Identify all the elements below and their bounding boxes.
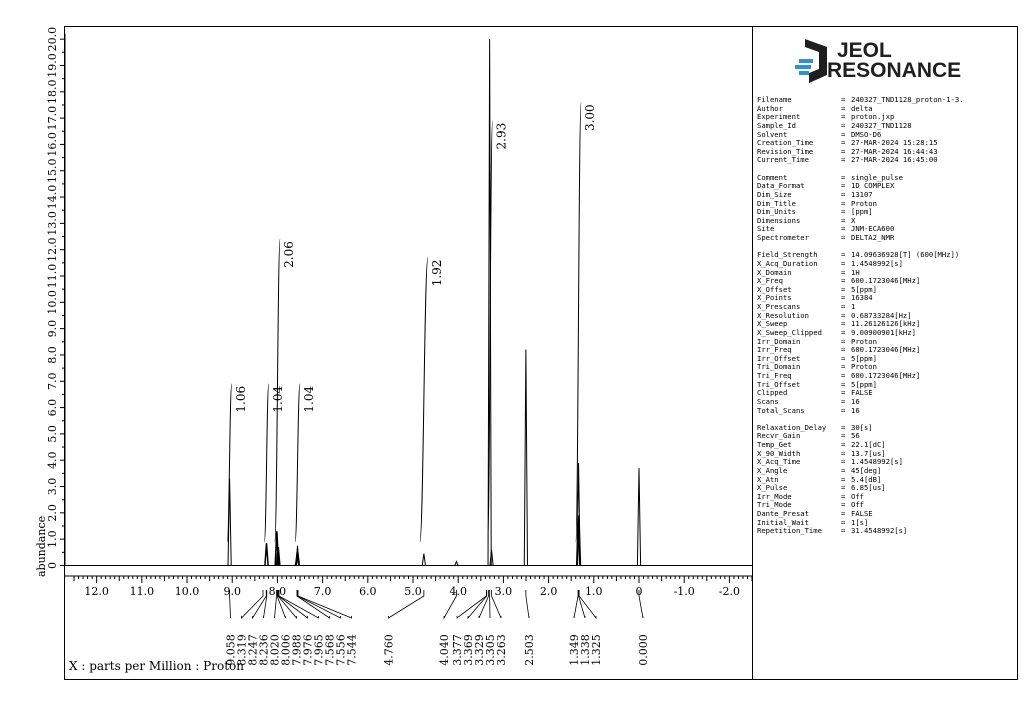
brand-line2: RESONANCE [827, 59, 962, 82]
param-equals: = [841, 396, 846, 406]
x-tick-label: 1.0 [585, 585, 603, 598]
param-value: FALSE [851, 509, 873, 518]
param-key: X_Pulse [757, 483, 788, 493]
param-key: Tri_Mode [757, 500, 792, 510]
peak-pick-label: 4.040 [438, 634, 451, 666]
param-row [757, 381, 1009, 390]
y-tick-label: 7.0 [46, 372, 59, 391]
integral-label: 3.00 [583, 104, 598, 132]
param-equals: = [841, 448, 846, 458]
spectrum-peak [637, 468, 640, 565]
param-key: X_Domain [757, 267, 792, 277]
param-key: Field_Strength [757, 250, 818, 260]
param-value: 5[ppm] [851, 379, 877, 389]
x-tick-label: 6.0 [359, 585, 377, 598]
peak-pick-label: 8.236 [257, 634, 271, 666]
param-value: Proton [851, 362, 877, 372]
integral-curve [264, 384, 269, 542]
param-equals: = [841, 207, 846, 217]
param-key: Solvent [757, 129, 788, 139]
param-value: single_pulse [851, 172, 903, 182]
integral-label: 1.06 [233, 385, 248, 413]
param-value: 1D COMPLEX [851, 181, 895, 191]
y-tick-label: 6.0 [46, 398, 59, 417]
param-key: Dimensions [757, 215, 801, 225]
param-key: X_Angle [757, 465, 788, 475]
param-equals: = [841, 526, 846, 536]
y-tick-label: 16.0 [46, 132, 59, 157]
param-equals: = [841, 500, 846, 510]
param-value: 16 [851, 405, 860, 415]
param-value: 1 [851, 302, 856, 311]
param-row [757, 467, 1009, 476]
peak-pick-label: 3.369 [462, 634, 475, 666]
param-equals: = [841, 129, 846, 139]
spectrum-peak [422, 554, 425, 566]
y-tick-label: 0 [46, 561, 59, 569]
param-key: Dim_Units [757, 207, 796, 217]
param-row [757, 389, 1009, 398]
param-equals: = [841, 284, 846, 294]
param-equals: = [841, 379, 846, 389]
peak-pick-label: 2.503 [523, 634, 536, 666]
param-value: 56 [851, 431, 860, 441]
param-equals: = [841, 465, 846, 475]
param-row [757, 458, 1009, 467]
x-tick-label: 2.0 [539, 585, 558, 598]
peak-pick-label: 1.325 [590, 634, 603, 666]
param-row [757, 96, 1009, 105]
param-row [757, 260, 1009, 269]
x-tick-label: 12.0 [84, 585, 109, 598]
param-key: Dim_Size [757, 189, 792, 199]
param-equals: = [841, 319, 846, 329]
param-equals: = [841, 112, 846, 122]
param-key: Data_Format [757, 181, 805, 191]
peak-pick-label: 3.305 [484, 634, 497, 666]
param-value: 240327_TND1128_proton-1-3. [851, 95, 964, 104]
peak-pick-label: 9.058 [224, 634, 238, 666]
y-tick-label: 1.0 [46, 530, 59, 548]
param-row [757, 527, 1009, 536]
param-key: X_Points [757, 293, 792, 303]
param-value: 600.1723046[MHz] [851, 276, 921, 286]
param-value: Proton [851, 336, 877, 346]
param-key: Creation_Time [757, 138, 814, 148]
param-equals: = [841, 431, 846, 441]
param-key: X_Atn [757, 474, 779, 484]
param-key: Tri_Offset [757, 379, 801, 389]
param-row [757, 156, 1009, 165]
param-key: Initial_Wait [757, 517, 809, 527]
param-key: X_Acq_Duration [757, 258, 818, 268]
y-tick-label: 14.0 [46, 184, 59, 210]
param-key: X_Freq [757, 276, 783, 286]
peak-pick-label: 1.338 [579, 634, 592, 666]
param-key: Spectrometer [757, 233, 809, 242]
param-key: Tri_Domain [757, 362, 801, 372]
brand-logo [753, 27, 1007, 93]
param-equals: = [841, 302, 846, 311]
param-equals: = [841, 103, 846, 113]
param-key: Author [757, 103, 783, 113]
peak-pick-label: 7.568 [323, 634, 337, 666]
y-tick-label: 19.0 [46, 53, 59, 78]
peak-pick-label: 7.976 [301, 634, 315, 666]
param-equals: = [841, 517, 846, 527]
jeol-resonance-logo [753, 27, 1007, 93]
param-key: X_Acq_Time [757, 457, 801, 467]
param-key: Tri_Freq [757, 371, 792, 380]
y-tick-label: 17.0 [46, 105, 59, 131]
peak-pick-leader [242, 590, 264, 618]
param-key: X_Sweep [757, 319, 788, 329]
param-equals: = [841, 276, 846, 286]
peak-pick-leader [574, 590, 578, 618]
x-tick-label: 3.0 [494, 585, 513, 598]
peak-pick-label: 3.377 [451, 634, 464, 666]
param-value: 27-MAR-2024 16:44:43 [851, 146, 938, 156]
integral-curve [295, 384, 300, 542]
param-key: X_Prescans [757, 302, 801, 311]
y-tick-label: 11.0 [46, 263, 59, 289]
param-value: 16384 [851, 293, 873, 303]
param-key: Recvr_Gain [757, 431, 801, 441]
peak-pick-label: 8.006 [279, 634, 293, 666]
param-row [757, 122, 1009, 131]
param-equals: = [841, 215, 846, 225]
param-key: Irr_Mode [757, 491, 792, 501]
y-tick-label: 4.0 [46, 451, 59, 469]
param-equals: = [841, 95, 846, 104]
y-tick-label: 20.0 [46, 26, 59, 52]
integral-label: 1.04 [270, 385, 285, 413]
param-equals: = [841, 509, 846, 518]
param-value: Off [851, 500, 864, 510]
param-value: 600.1723046[MHz] [851, 345, 921, 355]
param-key: Irr_Freq [757, 345, 792, 355]
param-equals: = [841, 181, 846, 191]
integral-label: 1.04 [302, 385, 317, 413]
param-equals: = [841, 198, 846, 208]
brand-line1: JEOL [837, 39, 892, 62]
param-value: 240327_TND1128 [851, 120, 912, 130]
param-equals: = [841, 258, 846, 268]
acquisition-parameters [757, 96, 1009, 536]
x-tick-label: 7.0 [313, 585, 332, 598]
peak-pick-label: 8.247 [246, 634, 260, 666]
y-tick-label: 8.0 [46, 346, 59, 364]
x-tick-label: 5.0 [404, 585, 422, 598]
param-key: Site [757, 224, 775, 234]
y-tick-label: 10.0 [46, 290, 59, 315]
param-equals: = [841, 457, 846, 467]
param-equals: = [841, 233, 846, 242]
param-equals: = [841, 146, 846, 156]
param-equals: = [841, 353, 846, 363]
param-key: Relaxation_Delay [757, 422, 827, 432]
param-value: JNM-ECA600 [851, 224, 895, 234]
param-equals: = [841, 120, 846, 130]
param-value: 5[ppm] [851, 284, 877, 294]
param-value: 1.4548992[s] [851, 258, 903, 268]
param-equals: = [841, 362, 846, 372]
x-tick-label: 8.0 [268, 585, 287, 598]
param-equals: = [841, 327, 846, 337]
integral-curve [420, 258, 428, 542]
y-tick-label: 13.0 [46, 211, 59, 236]
param-value: 13107 [851, 189, 873, 199]
param-value: DMSO-D6 [851, 129, 882, 139]
y-tick-label: 15.0 [46, 158, 59, 183]
param-value: 45[deg] [851, 465, 882, 475]
param-row [757, 484, 1009, 493]
param-value: 9.00900901[kHz] [851, 327, 916, 337]
peak-pick-label: 0.000 [637, 634, 650, 666]
y-tick-label: 2.0 [46, 504, 59, 522]
param-key: X_Resolution [757, 310, 809, 320]
param-value: 22.1[dC] [851, 440, 886, 449]
param-value: 6.85[us] [851, 483, 886, 493]
param-value: X [851, 215, 856, 225]
param-value: DELTA2_NMR [851, 233, 895, 242]
param-value: 11.26126126[kHz] [851, 319, 921, 329]
param-row [757, 286, 1009, 295]
peak-pick-label: 3.329 [473, 634, 486, 666]
peak-pick-label: 8.020 [268, 634, 282, 666]
param-key: X_90_Width [757, 448, 801, 458]
integral-curve [227, 384, 232, 542]
param-value: 5[ppm] [851, 353, 877, 363]
param-equals: = [841, 491, 846, 501]
param-equals: = [841, 474, 846, 484]
param-equals: = [841, 345, 846, 355]
spectrum-peak [455, 562, 458, 566]
param-row [757, 182, 1009, 191]
param-key: Total_Scans [757, 405, 805, 415]
spectrum-peak [524, 350, 527, 566]
param-equals: = [841, 310, 846, 320]
param-equals: = [841, 138, 846, 148]
param-row [757, 407, 1009, 416]
peak-pick-label: 1.349 [568, 634, 581, 666]
param-key: X_Offset [757, 284, 792, 294]
param-key: Irr_Domain [757, 336, 801, 346]
x-axis-label: X : parts per Million : Proton [69, 659, 244, 673]
param-equals: = [841, 405, 846, 415]
peak-pick-label: 8.319 [235, 634, 249, 666]
param-equals: = [841, 250, 846, 260]
x-tick-label: -1.0 [673, 585, 695, 598]
x-tick-label: -2.0 [718, 585, 741, 598]
y-tick-label: 3.0 [46, 477, 59, 496]
param-value: 13.7[us] [851, 448, 886, 458]
peak-pick-leader [526, 590, 529, 618]
param-equals: = [841, 422, 846, 432]
y-tick-label: 12.0 [46, 237, 59, 262]
integral-label: 2.06 [282, 241, 297, 268]
peak-pick-label: 7.544 [345, 634, 359, 666]
param-key: Sample_Id [757, 120, 796, 130]
param-key: Repetition_Time [757, 526, 822, 536]
param-value: 5.4[dB] [851, 474, 882, 484]
param-value: proton.jxp [851, 112, 895, 122]
param-key: Current_Time [757, 155, 809, 165]
param-key: Irr_Offset [757, 353, 801, 363]
param-key: Comment [757, 172, 788, 182]
param-equals: = [841, 293, 846, 303]
param-value: 16 [851, 396, 860, 406]
x-tick-label: 9.0 [223, 585, 241, 598]
x-tick-label: 10.0 [174, 585, 200, 598]
param-row [757, 234, 1009, 243]
jeol-mark-icon [795, 39, 827, 83]
param-value: FALSE [851, 388, 873, 398]
y-tick-label: 18.0 [46, 79, 59, 105]
param-value: 1H [851, 267, 860, 277]
param-key: Experiment [757, 112, 801, 122]
peak-pick-label: 7.556 [334, 634, 348, 666]
param-key: Temp_Get [757, 440, 792, 449]
param-key: Scans [757, 396, 779, 406]
param-equals: = [841, 224, 846, 234]
param-equals: = [841, 155, 846, 165]
param-value: 14.09636928[T] (600[MHz]) [851, 250, 960, 260]
param-key: Dim_Title [757, 198, 796, 208]
param-equals: = [841, 440, 846, 449]
x-tick-label: 4.0 [449, 585, 467, 598]
param-equals: = [841, 189, 846, 199]
param-value: 30[s] [851, 422, 873, 432]
param-row [757, 277, 1009, 286]
peak-pick-label: 7.965 [312, 634, 326, 666]
param-key: Filename [757, 95, 792, 104]
logo-stripe [799, 71, 809, 75]
param-value: 1[s] [851, 517, 869, 527]
param-equals: = [841, 388, 846, 398]
param-key: Revision_Time [757, 146, 814, 156]
integral-label: 1.92 [429, 259, 444, 287]
param-equals: = [841, 267, 846, 277]
y-tick-label: 9.0 [46, 319, 59, 338]
param-value: Off [851, 491, 864, 501]
peak-pick-label: 4.760 [382, 634, 396, 666]
x-tick-label: 0 [635, 585, 643, 598]
param-value: Proton [851, 198, 877, 208]
y-tick-label: 5.0 [46, 425, 59, 443]
param-key: Clipped [757, 388, 788, 398]
param-value: 1.4548992[s] [851, 457, 903, 467]
param-equals: = [841, 371, 846, 380]
peak-pick-leader [468, 590, 487, 618]
param-key: X_Sweep_Clipped [757, 327, 822, 337]
peak-pick-label: 7.988 [290, 634, 304, 666]
param-key: Dante_Presat [757, 509, 809, 518]
param-value: 31.4548992[s] [851, 526, 908, 536]
param-equals: = [841, 172, 846, 182]
logo-stripe [799, 59, 813, 63]
param-equals: = [841, 483, 846, 493]
param-value: 0.68733284[Hz] [851, 310, 912, 320]
param-value: 27-MAR-2024 16:45:00 [851, 155, 938, 165]
logo-stripe [795, 65, 811, 69]
peak-pick-label: 3.263 [495, 634, 508, 666]
y-axis-label: abundance [35, 515, 48, 577]
param-equals: = [841, 336, 846, 346]
param-value: delta [851, 103, 873, 113]
integral-label: 2.93 [494, 122, 509, 150]
param-value: [ppm] [851, 207, 873, 217]
param-value: 600.1723046[MHz] [851, 371, 921, 380]
param-value: 27-MAR-2024 15:28:15 [851, 138, 938, 148]
param-row [757, 493, 1009, 502]
x-tick-label: 11.0 [129, 585, 155, 598]
